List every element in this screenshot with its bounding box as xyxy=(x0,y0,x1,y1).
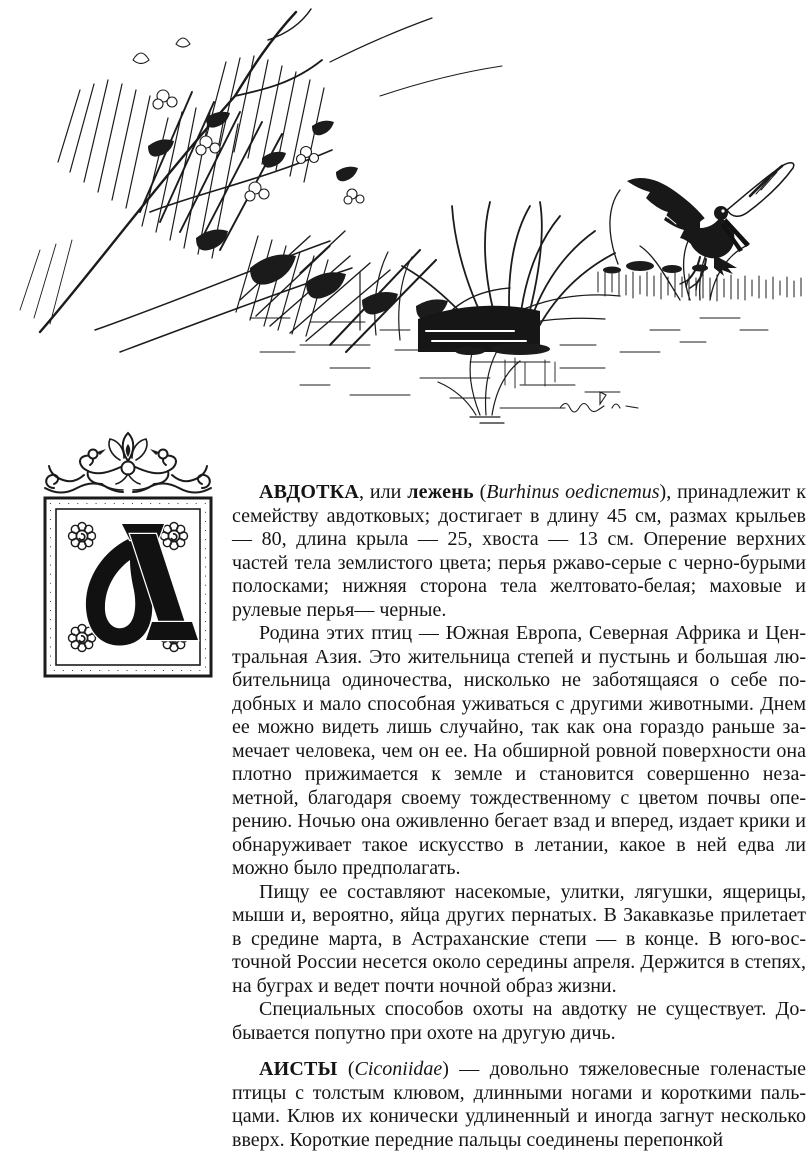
text-segment: ( xyxy=(337,1058,355,1080)
bird-eye xyxy=(721,209,724,212)
text-segment: Ciconiidae xyxy=(354,1058,443,1080)
paragraph xyxy=(232,1058,806,1152)
paragraph xyxy=(232,622,806,881)
text-segment: Burhinus oedicnemus xyxy=(486,481,660,503)
crown-palmette xyxy=(109,433,147,484)
text-segment: Пищу ее составляют насекомые, улитки, лягушки, ящерицы, мыши и, вероятно, яйца других пернатых. В Закавказье прилетает в средине марта, в Астраханские степи — в конце. В юго-восточной России несется около середины апреля. Держится в степях, на буграх и ведет почти ночной образ жизни. xyxy=(232,880,806,997)
flower-top-left xyxy=(69,523,96,550)
bank-stones xyxy=(603,261,708,274)
entry-avdotka xyxy=(232,481,806,1045)
entry-aisty xyxy=(232,1058,806,1152)
crown-right-half xyxy=(133,449,211,493)
text-segment: ) — довольно тяжеловесные голенастые птицы с толстым клювом, длинными ногами и короткими пальцами. Клюв их конически удлиненный и иногда загнут несколько вверх. Короткие передние пальцы соединены перепонкой xyxy=(232,1058,806,1151)
initial-crown-ornament xyxy=(45,433,211,493)
text-segment: , или xyxy=(359,481,408,503)
bird-head xyxy=(714,206,728,220)
text-segment: лежень xyxy=(407,481,474,503)
marsh-illustration xyxy=(0,0,808,430)
article-text-column xyxy=(232,481,806,1152)
initial-letter-glyph xyxy=(86,524,198,646)
text-segment: Специальных способов охоты на авдотку не существует. Добывается попутно при охоте на другую дичь. xyxy=(232,998,806,1044)
text-segment: Родина этих птиц — Южная Европа, Северная Африка и Центральная Азия. Это жительница степей и пустынь и большая любительница одиночества, нисколько не заботящаяся о себе подобных и мало способная уживаться с другими животными. Днем ее можно видеть лишь случайно, так как она гораздо раньше замечает человека, чем он ее. На обширной ровной поверхности она плотно прижимается к земле и становится совершенно незаметной, благодаря своему тождественному с цветом почвы оперению. Ночью она оживленно бегает взад и вперед, издает крики и обнаруживает такое искусство в летании, какое в ней едва ли можно было предполагать. xyxy=(232,622,806,879)
text-segment: ( xyxy=(473,481,487,503)
landing-bird-illustration xyxy=(627,163,794,290)
artist-signature xyxy=(560,392,638,412)
text-segment: АИСТЫ xyxy=(259,1058,338,1080)
text-segment: ), принадлежит к семейству авдотковых; достигает в длину 45 см, размах крыльев — 80, длина крыла — 25, хвоста — 13 см. Оперение верхних частей тела землистого цвета; перья ржаво-серые с черно-бурыми полосками; нижняя сторона тела желтовато-белая; маховые и рулевые перья— черные. xyxy=(232,481,806,621)
fallen-reeds xyxy=(95,231,436,352)
crown-left-half xyxy=(45,449,123,493)
thicket-branches xyxy=(40,9,502,332)
paragraph xyxy=(232,881,806,999)
paragraph xyxy=(232,998,806,1045)
thicket-leaves xyxy=(148,112,448,320)
decorative-initial xyxy=(40,430,218,684)
bird-tail xyxy=(714,255,737,276)
text-segment: АВДОТКА xyxy=(259,481,360,503)
flower-top-right xyxy=(161,523,188,550)
paragraph xyxy=(232,481,806,622)
